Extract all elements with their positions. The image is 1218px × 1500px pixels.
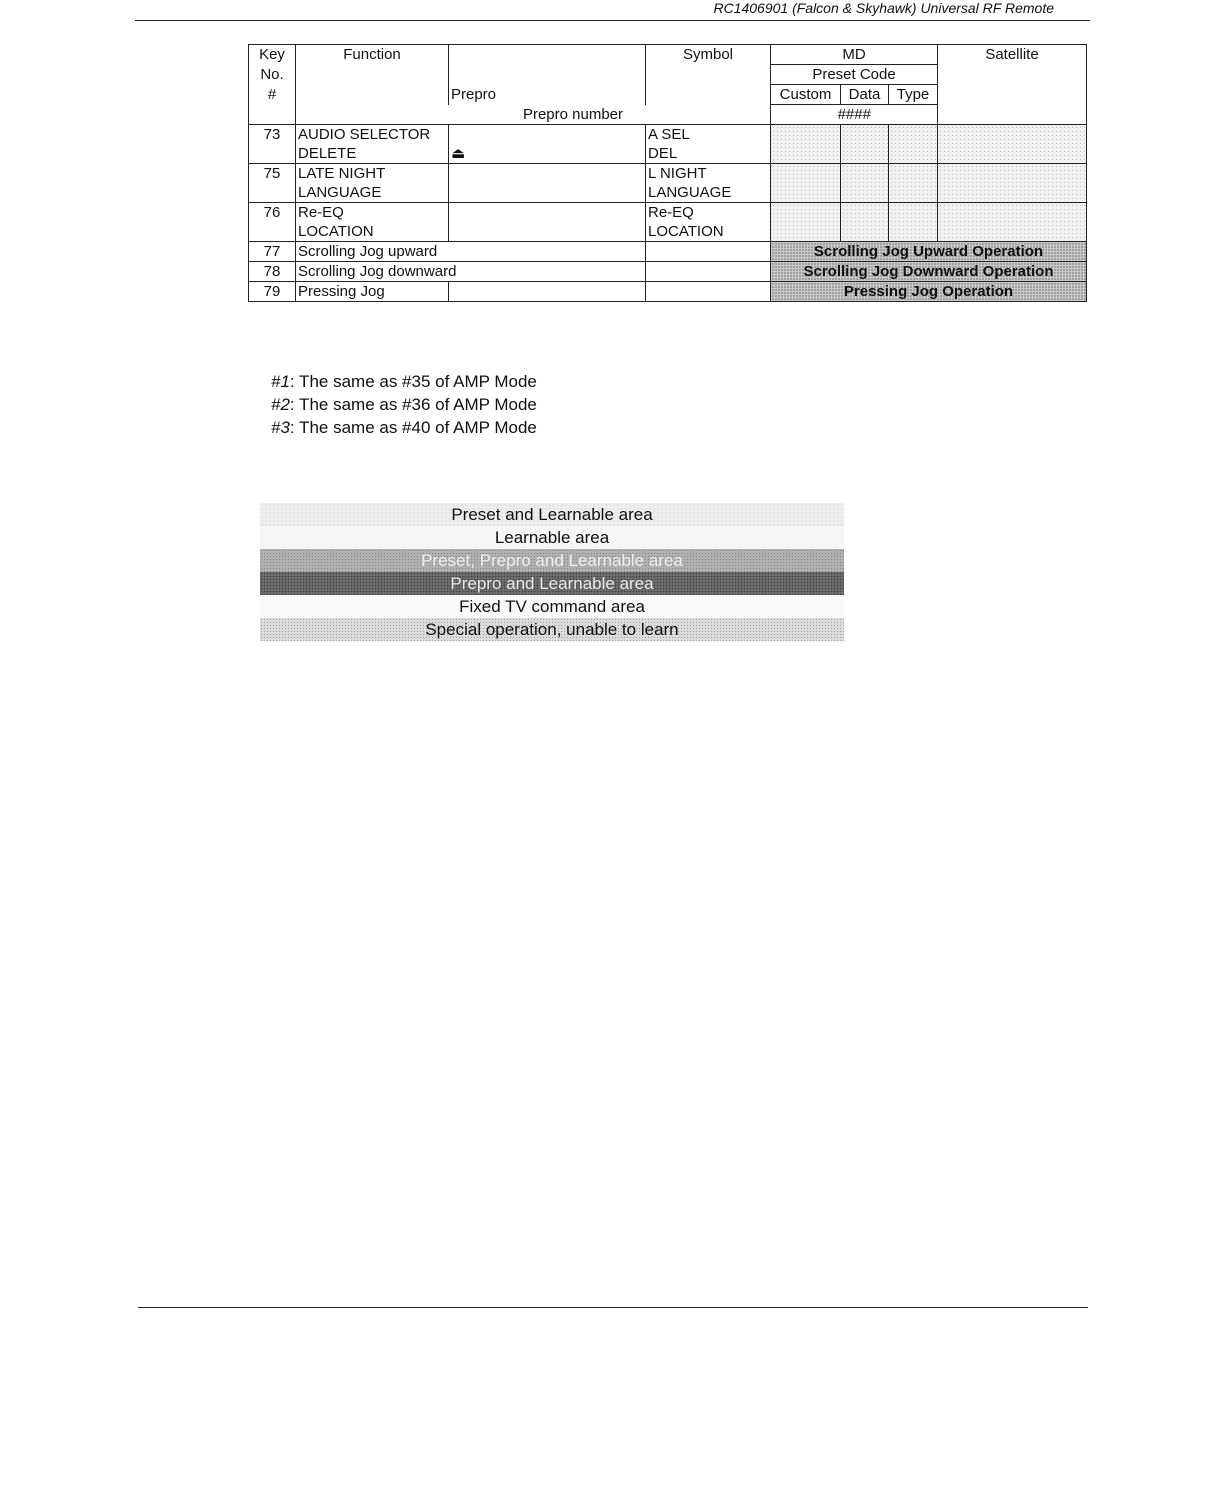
function-label: AUDIO SELECTOR — [296, 125, 449, 145]
header-hash: # — [249, 85, 296, 105]
header-preset-code: Preset Code — [771, 65, 938, 85]
legend-item-fixed-tv: Fixed TV command area — [260, 595, 844, 618]
function-label: LANGUAGE — [296, 183, 449, 203]
header-key: Key — [249, 45, 296, 65]
header-satellite: Satellite — [938, 45, 1087, 65]
legend-item-learnable: Learnable area — [260, 526, 844, 549]
header-type: Type — [889, 85, 938, 105]
header-md-code: #### — [771, 105, 938, 125]
header-symbol: Symbol — [646, 45, 771, 65]
legend-item-prepro-learnable: Prepro and Learnable area — [260, 572, 844, 595]
special-operation-label: Pressing Jog Operation — [771, 282, 1087, 302]
footnotes — [271, 370, 537, 439]
symbol-label: LOCATION — [646, 222, 771, 242]
function-label: Scrolling Jog upward — [296, 242, 646, 262]
key-number: 77 — [249, 242, 296, 262]
function-label: Scrolling Jog downward — [296, 262, 646, 282]
table-row — [249, 203, 1087, 223]
footnote: #3: The same as #40 of AMP Mode — [271, 418, 537, 437]
key-function-table — [248, 44, 1087, 302]
header-prepro-number: Prepro number — [296, 105, 771, 125]
header-data: Data — [841, 85, 889, 105]
document-header-title: RC1406901 (Falcon & Skyhawk) Universal RF Remote — [713, 0, 1054, 16]
eject-icon: ⏏ — [451, 145, 466, 162]
header-md: MD — [771, 45, 938, 65]
table-row — [249, 262, 1087, 282]
header-function: Function — [296, 45, 449, 65]
area-legend — [260, 503, 844, 641]
function-label: LOCATION — [296, 222, 449, 242]
key-number: 76 — [249, 203, 296, 223]
key-number: 73 — [249, 125, 296, 145]
table-row — [249, 125, 1087, 145]
table-row — [249, 282, 1087, 302]
symbol-label: LANGUAGE — [646, 183, 771, 203]
table-row — [249, 242, 1087, 262]
header-rule — [135, 20, 1090, 21]
footer-rule — [138, 1307, 1088, 1308]
header-no: No. — [249, 65, 296, 85]
key-number: 79 — [249, 282, 296, 302]
footnote: #1: The same as #35 of AMP Mode — [271, 372, 537, 391]
symbol-label: L NIGHT — [646, 164, 771, 184]
legend-item-special-operation: Special operation, unable to learn — [260, 618, 844, 641]
legend-item-preset-learnable: Preset and Learnable area — [260, 503, 844, 526]
symbol-label: A SEL — [646, 125, 771, 145]
symbol-label: Re-EQ — [646, 203, 771, 223]
symbol-label: DEL — [646, 144, 771, 164]
function-label: DELETE — [296, 144, 449, 164]
table-row — [249, 164, 1087, 184]
function-label: Re-EQ — [296, 203, 449, 223]
footnote: #2: The same as #36 of AMP Mode — [271, 395, 537, 414]
key-number: 78 — [249, 262, 296, 282]
legend-item-preset-prepro-learnable: Preset, Prepro and Learnable area — [260, 549, 844, 572]
function-label: Pressing Jog — [296, 282, 449, 302]
special-operation-label: Scrolling Jog Downward Operation — [771, 262, 1087, 282]
header-custom: Custom — [771, 85, 841, 105]
function-label: LATE NIGHT — [296, 164, 449, 184]
header-prepro: Prepro — [449, 85, 646, 105]
special-operation-label: Scrolling Jog Upward Operation — [771, 242, 1087, 262]
key-number: 75 — [249, 164, 296, 184]
